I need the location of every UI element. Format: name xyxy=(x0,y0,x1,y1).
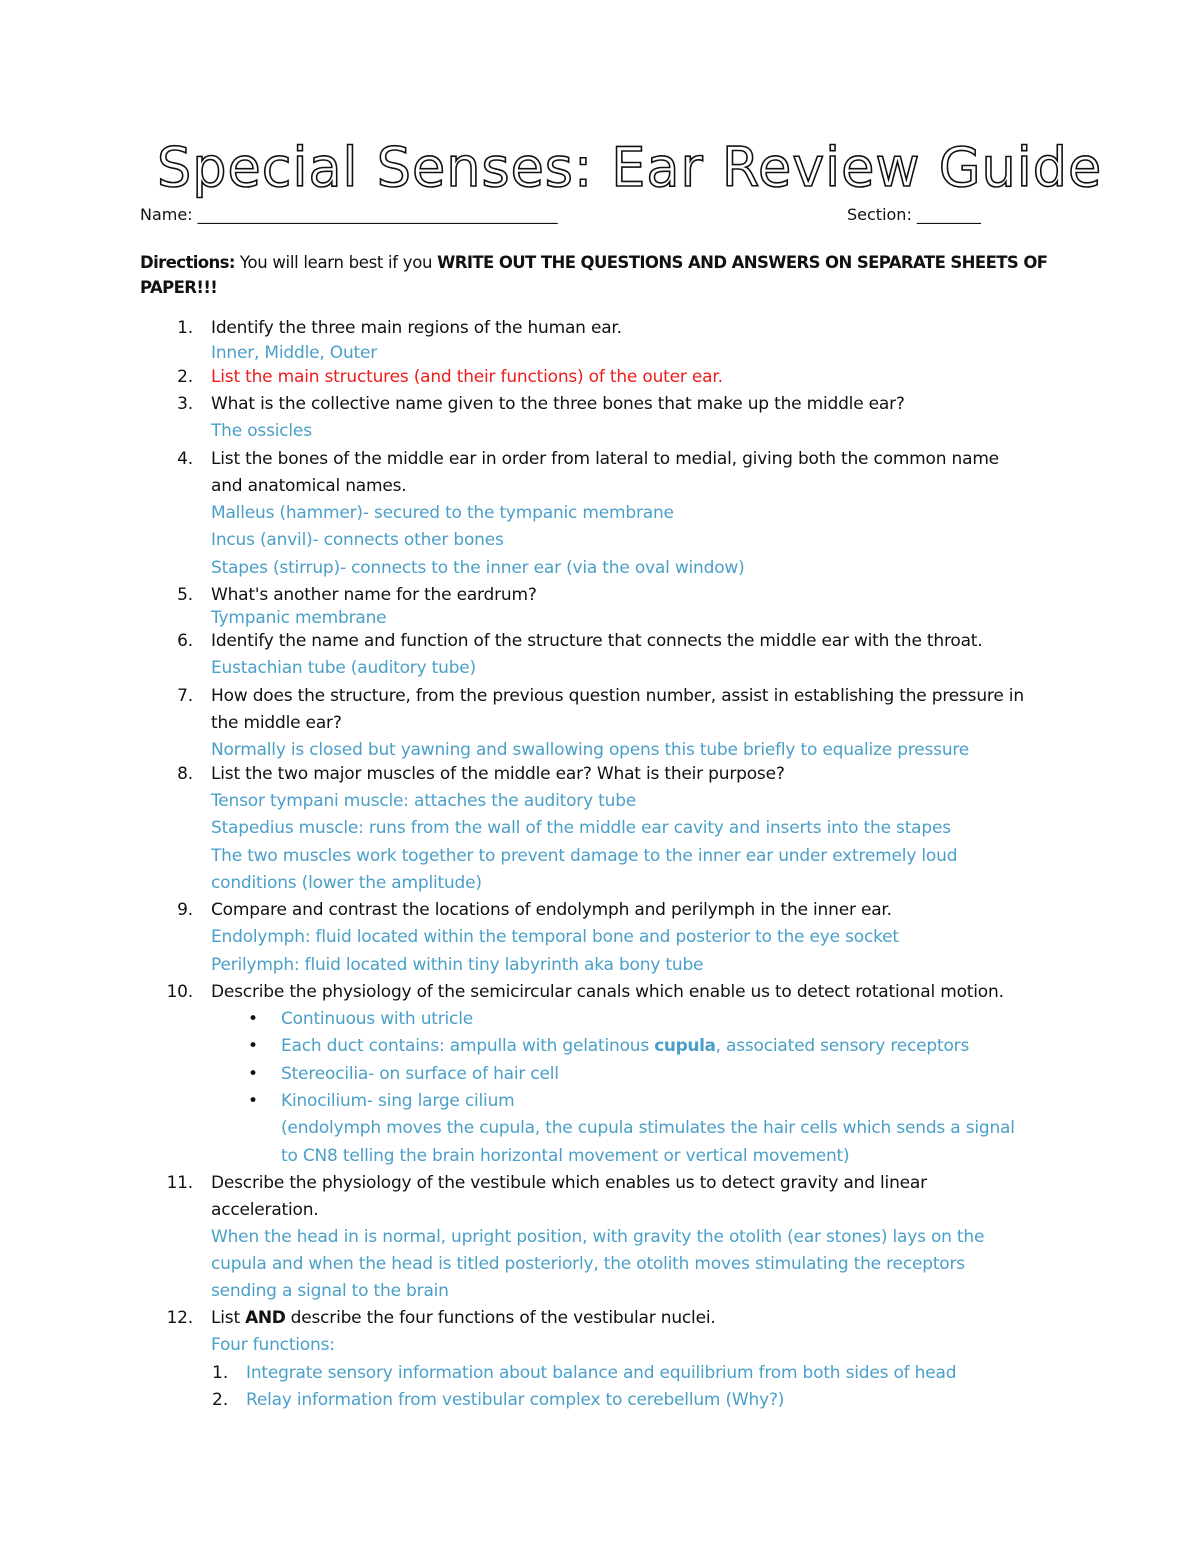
answer-11-1: When the head in is normal, upright position, with gravity the otolith (ear stones) lays on the xyxy=(211,1227,985,1247)
answer-11-2: cupula and when the head is titled posteriorly, the otolith moves stimulating the receptors xyxy=(211,1254,965,1274)
answer-11-3: sending a signal to the brain xyxy=(211,1281,449,1301)
document-page: Special Senses: Ear Review Guide Name: _____________________________________________ Section: ________ Directions: You will learn best if you WRITE OUT THE QUESTIONS AND ANSWERS ON SEPARATE SHEETS OF PAPER!!! 1. Identify the three main regions of the human ear. Inner, Middle, Outer 2. List the main structures (and their functions) of the outer ear. 3. What is the collective name given to the three bones that make up the middle ear? The ossicles 4. List the bones of the middle ear in order from lateral to medial, giving both the common name and anatomical names. Malleus (hammer)- secured to the tympanic membrane Incus (anvil)- connects other bones Stapes (stirrup)- connects to the inner ear (via the oval window) 5. What's another name for the eardrum? Tympanic membrane 6. Identify the name and function of the structure that connects the middle ear with the throat. Eustachian tube (auditory tube) 7. How does the structure, from the previous question number, assist in establishing the pressure in the middle ear? Normally is closed but yawning and swallowing opens this tube briefly to equalize pressure 8. List the two major muscles of the middle ear? What is their purpose? Tensor tympani muscle: attaches the auditory tube Stapedius muscle: runs from the wall of the middle ear cavity and inserts into the stapes The two muscles work together to prevent damage to the inner ear under extremely loud conditions (lower the amplitude) 9. Compare and contrast the locations of endolymph and perilymph in the inner ear. Endolymph: fluid located within the temporal bone and posterior to the eye socket Perilymph: fluid located within tiny labyrinth aka bony tube 10. Describe the physiology of the semicircular canals which enable us to detect rotational motion. • Continuous with utricle • Each duct contains: ampulla with gelatinous cupula, associated sensory receptors • Stereocilia- on surface of hair cell • Kinocilium- sing large cilium (endolymph moves the cupula, the cupula stimulates the hair cells which sends a signal to CN8 telling the brain horizontal movement or vertical movement) 11. Describe the physiology of the vestibule which enables us to detect gravity and linear acceleration. When the head in is normal, upright position, with gravity the otolith (ear stones) lays on the cupula and when the head is titled posteriorly, the otolith moves stimulating the receptors sending a signal to the brain 12. List AND describe the four functions of the vestibular nuclei. Four functions: 1. Integrate sensory information about balance and equilibrium from both sides of head 2. Relay information from vestibular complex to cerebellum (Why?) xyxy=(0,0,1200,1553)
directions-text: You will learn best if you xyxy=(234,253,438,272)
answer-6: Eustachian tube (auditory tube) xyxy=(211,658,476,678)
answer-4-2: Incus (anvil)- connects other bones xyxy=(211,530,504,550)
directions-emphasis: WRITE OUT THE QUESTIONS AND ANSWERS ON SEPARATE SHEETS OF PAPER!!! xyxy=(140,253,1048,297)
answer-8-1: Tensor tympani muscle: attaches the auditory tube xyxy=(211,791,637,811)
name-field: Name: _____________________________________________ xyxy=(140,205,558,224)
sub-item-2: Relay information from vestibular complex to cerebellum (Why?) xyxy=(246,1390,785,1410)
sub-number-2: 2. xyxy=(212,1390,229,1410)
bullet-marker: • xyxy=(248,1091,259,1111)
bullet-marker: • xyxy=(248,1009,259,1029)
bullet-marker: • xyxy=(248,1036,259,1056)
answer-8-4: conditions (lower the amplitude) xyxy=(211,873,482,893)
answer-9-1: Endolymph: fluid located within the temporal bone and posterior to the eye socket xyxy=(211,927,899,947)
bullet-10-4: Kinocilium- sing large cilium xyxy=(281,1091,515,1111)
sub-item-1: Integrate sensory information about balance and equilibrium from both sides of head xyxy=(246,1363,957,1383)
bullet-marker: • xyxy=(248,1064,259,1084)
answer-8-2: Stapedius muscle: runs from the wall of the middle ear cavity and inserts into the stapes xyxy=(211,818,951,838)
answer-7: Normally is closed but yawning and swallowing opens this tube briefly to equalize pressure xyxy=(211,740,970,760)
directions xyxy=(140,250,1070,300)
answer-3: The ossicles xyxy=(211,421,312,441)
answer-4-3: Stapes (stirrup)- connects to the inner ear (via the oval window) xyxy=(211,558,745,578)
answer-1: Inner, Middle, Outer xyxy=(211,343,378,363)
bullet-10-3: Stereocilia- on surface of hair cell xyxy=(281,1064,559,1084)
bullet-10-1: Continuous with utricle xyxy=(281,1009,473,1029)
bullet-10-2: Each duct contains: ampulla with gelatinous cupula, associated sensory receptors xyxy=(281,1036,970,1056)
answer-5: Tympanic membrane xyxy=(211,608,387,628)
answer-4-1: Malleus (hammer)- secured to the tympanic membrane xyxy=(211,503,674,523)
section-field: Section: ________ xyxy=(847,205,981,224)
bullet-10-2-bold: cupula xyxy=(654,1036,716,1056)
page-title: Special Senses: Ear Review Guide xyxy=(157,136,1103,199)
sub-number-1: 1. xyxy=(212,1363,229,1383)
directions-label: Directions: xyxy=(140,253,235,272)
question-12-bold: AND xyxy=(245,1308,286,1328)
answer-12: Four functions: xyxy=(211,1335,335,1355)
answer-9-2: Perilymph: fluid located within tiny labyrinth aka bony tube xyxy=(211,955,704,975)
answer-8-3: The two muscles work together to prevent damage to the inner ear under extremely loud xyxy=(211,846,958,866)
bullet-10-note-2: to CN8 telling the brain horizontal movement or vertical movement) xyxy=(281,1146,850,1166)
bullet-10-note-1: (endolymph moves the cupula, the cupula stimulates the hair cells which sends a signal xyxy=(281,1118,1015,1138)
